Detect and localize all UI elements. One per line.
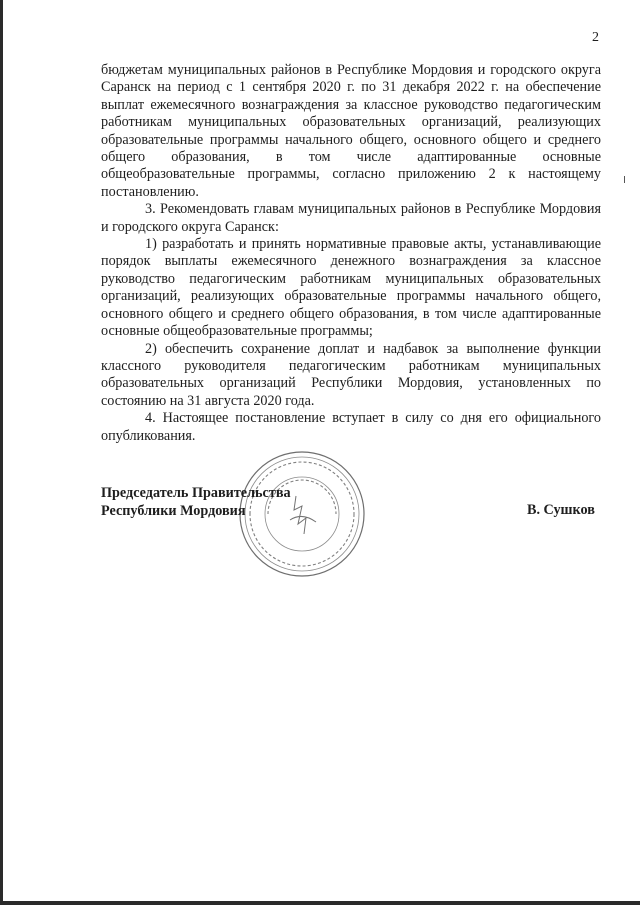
paragraph: 1) разработать и принять нормативные правовые акты, устанавливающие порядок выплаты ежемесячного денежного вознаграждения за классное руководство педагогическим работникам муниципальных образовательных организаций, реализующих образовательные программы начального общего, основного общего и среднего общего образования, в том числе адаптированные основные общеобразовательные программы; (101, 236, 601, 340)
signatory-name: В. Сушков (527, 502, 595, 518)
paragraph: бюджетам муниципальных районов в Республике Мордовия и городского округа Саранск на период с 1 сентября 2020 г. по 31 декабря 2022 г. на обеспечение выплат ежемесячного вознаграждения за классное руководство педагогическим работникам муниципальных образовательных организаций, реализующих образовательные программы начального общего, основного общего и среднего общего образования, в том числе адаптированные основные общеобразовательные программы, согласно приложению 2 к настоящему постановлению. (101, 62, 601, 200)
signature-title-line: Республики Мордовия (101, 503, 246, 519)
margin-mark (624, 176, 625, 183)
scan-left-edge (0, 0, 3, 905)
signature-title (101, 484, 291, 520)
paragraph: 4. Настоящее постановление вступает в силу со дня его официального опубликования. (101, 410, 601, 444)
page-number: 2 (592, 30, 599, 45)
paragraph: 3. Рекомендовать главам муниципальных районов в Республике Мордовия и городского округа Саранск: (101, 201, 601, 235)
signature-title-line: Председатель Правительства (101, 485, 291, 501)
scan-bottom-edge (0, 901, 640, 905)
document-body (101, 62, 601, 445)
paragraph: 2) обеспечить сохранение доплат и надбавок за выполнение функции классного руководителя педагогическим работникам муниципальных образовательных организаций Республики Мордовия, установленных по состоянию на 31 августа 2020 года. (101, 340, 601, 409)
